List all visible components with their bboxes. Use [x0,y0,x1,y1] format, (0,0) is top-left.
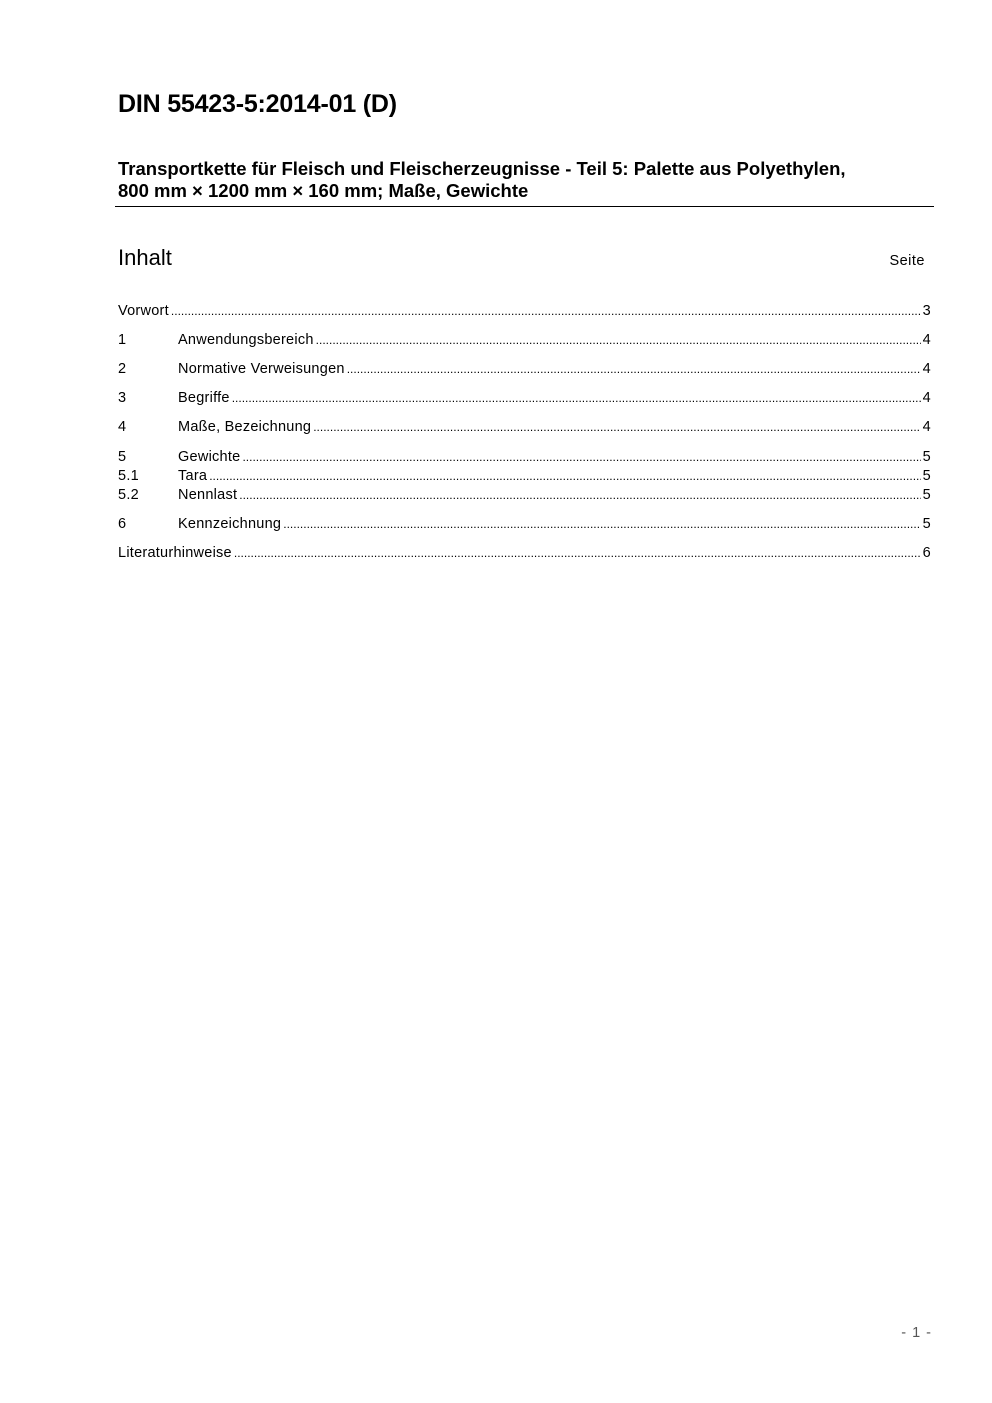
toc-dot-leader [171,302,921,321]
toc-entry-number: 2 [118,361,127,377]
toc-entry-kennzeichnung[interactable] [118,515,931,534]
toc-dot-leader [232,389,921,408]
toc-dot-leader [239,486,920,505]
page-number: - 1 - [901,1325,932,1341]
toc-entry-gewichte[interactable] [118,448,931,467]
toc-entry-text: Vorwort [118,303,169,319]
toc-entry-page: 5 [922,516,931,532]
toc-entry-text: Kennzeichnung [178,516,282,532]
toc-entry-page: 5 [922,468,931,484]
toc-entry-text: Literaturhinweise [118,545,232,561]
toc-dot-leader [209,467,920,486]
toc-entry-masse-bezeichnung[interactable] [118,418,931,437]
toc-dot-leader [283,515,920,534]
toc-entry-text: Begriffe [178,390,230,406]
toc-entry-page: 5 [922,449,931,465]
toc-entry-page: 4 [922,419,931,435]
toc-entry-number: 3 [118,390,127,406]
toc-entry-vorwort[interactable] [118,302,931,321]
toc-dot-leader [316,331,921,350]
toc-page-column-label: Seite [889,253,925,269]
toc-dot-leader [234,544,921,563]
toc-entry-page: 3 [922,303,931,319]
toc-entry-page: 6 [922,545,931,561]
toc-dot-leader [347,360,921,379]
toc-entry-literaturhinweise[interactable] [118,544,931,563]
toc-entry-page: 4 [922,332,931,348]
toc-entry-page: 5 [922,487,931,503]
toc-entry-text: Gewichte [178,449,241,465]
toc-dot-leader [242,448,920,467]
toc-entry-number: 6 [118,516,127,532]
toc-heading: Inhalt [118,245,172,270]
toc-entry-page: 4 [922,390,931,406]
document-subtitle [118,158,934,202]
toc-entry-page: 4 [922,361,931,377]
toc-entry-begriffe[interactable] [118,389,931,408]
title-divider [115,206,934,207]
document-subtitle-line-1: Transportkette für Fleisch und Fleischerzeugnisse - Teil 5: Palette aus Polyethylen, [118,158,846,179]
toc-entry-number: 5.1 [118,468,139,484]
toc-entry-nennlast[interactable] [118,486,931,505]
document-title: DIN 55423-5:2014-01 (D) [118,90,397,118]
toc-entry-normative-verweisungen[interactable] [118,360,931,379]
toc-entry-text: Maße, Bezeichnung [178,419,312,435]
toc-entry-number: 1 [118,332,127,348]
toc-entry-tara[interactable] [118,467,931,486]
toc-entry-text: Normative Verweisungen [178,361,345,377]
toc-dot-leader [313,418,920,437]
document-subtitle-line-2: 800 mm × 1200 mm × 160 mm; Maße, Gewichte [118,180,529,201]
toc-entry-anwendungsbereich[interactable] [118,331,931,350]
toc-entry-number: 4 [118,419,127,435]
toc-entry-number: 5 [118,449,127,465]
toc-entry-text: Anwendungsbereich [178,332,314,348]
toc-entry-text: Tara [178,468,208,484]
toc-entry-text: Nennlast [178,487,238,503]
toc-entry-number: 5.2 [118,487,139,503]
